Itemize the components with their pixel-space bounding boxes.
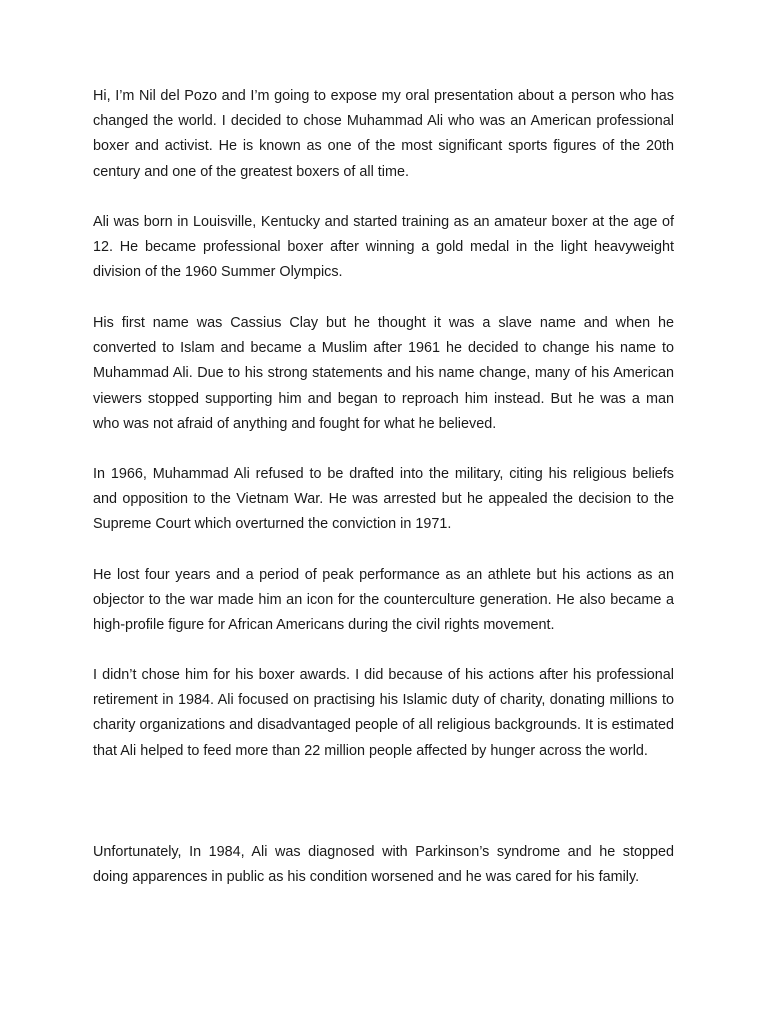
- paragraph-parkinsons: Unfortunately, In 1984, Ali was diagnosed with Parkinson’s syndrome and he stopped doing apparences in public as his condition worsened and he was cared for his family.: [93, 844, 674, 886]
- paragraph-early-life: Ali was born in Louisville, Kentucky and started training as an amateur boxer at the age of 12. He became professional boxer after winning a gold medal in the light heavyweight division of the 1960 Summer Olympics.: [93, 214, 674, 281]
- paragraph-introduction: Hi, I’m Nil del Pozo and I’m going to expose my oral presentation about a person who has changed the world. I decided to chose Muhammad Ali who was an American professional boxer and activist. He is known as one of the most significant sports figures of the 20th century and one of the greatest boxers of all time.: [93, 88, 674, 180]
- paragraph-counterculture-icon: He lost four years and a period of peak performance as an athlete but his actions as an objector to the war made him an icon for the counterculture generation. He also became a high-profile figure for African Americans during the civil rights movement.: [93, 567, 674, 634]
- paragraph-draft-refusal: In 1966, Muhammad Ali refused to be drafted into the military, citing his religious beliefs and opposition to the Vietnam War. He was arrested but he appealed the decision to the Supreme Court which overturned the conviction in 1971.: [93, 466, 674, 533]
- paragraph-charity: I didn’t chose him for his boxer awards. I did because of his actions after his professional retirement in 1984. Ali focused on practising his Islamic duty of charity, donating millions to charity organizations and disadvantaged people of all religious backgrounds. It is estimated that Ali helped to feed more than 22 million people affected by hunger across the world.: [93, 667, 674, 759]
- paragraph-name-change: His first name was Cassius Clay but he thought it was a slave name and when he converted to Islam and became a Muslim after 1961 he decided to change his name to Muhammad Ali. Due to his strong statements and his name change, many of his American viewers stopped supporting him and began to reproach him instead. But he was a man who was not afraid of anything and fought for what he believed.: [93, 315, 674, 432]
